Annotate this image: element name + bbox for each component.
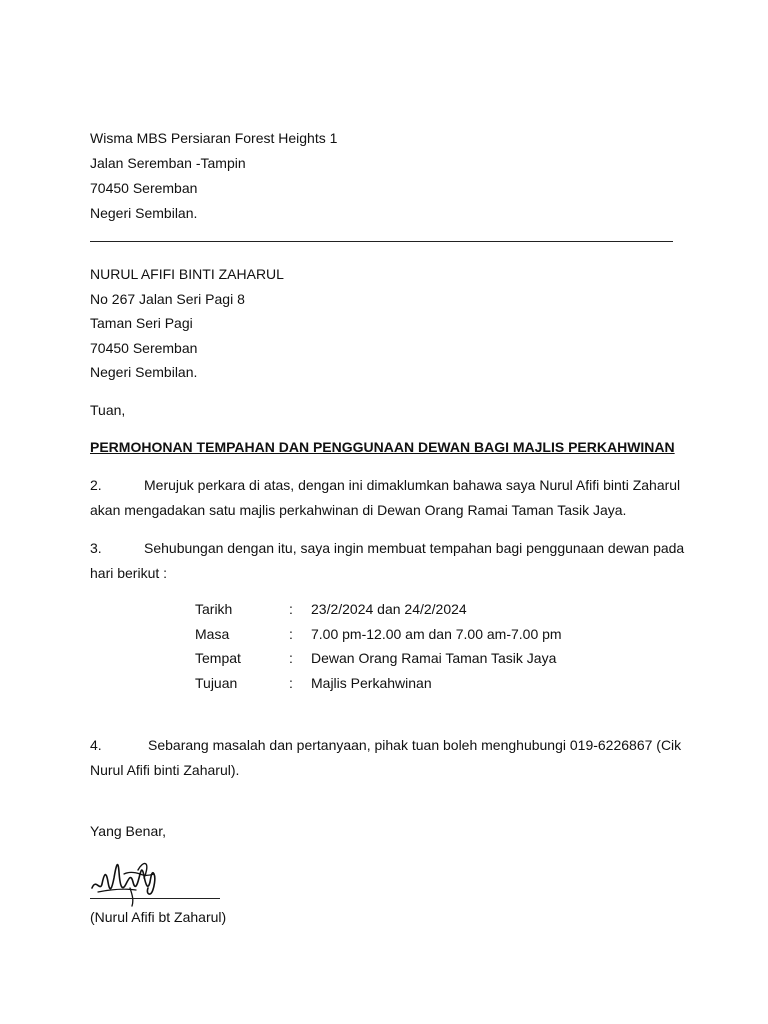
paragraph-3-first-line: Sehubungan dengan itu, saya ingin membuat tempahan bagi penggunaan dewan pada (144, 540, 685, 556)
detail-value-venue: Dewan Orang Ramai Taman Tasik Jaya (311, 650, 557, 666)
paragraph-4-first-line: Sebarang masalah dan pertanyaan, pihak tuan boleh menghubungi 019-6226867 (Cik (148, 737, 682, 753)
header-divider (90, 241, 673, 242)
signature-line (90, 898, 220, 899)
recipient-address-line-2: Taman Seri Pagi (90, 315, 193, 331)
paragraph-4-number: 4. (90, 737, 102, 753)
paragraph-2-number: 2. (90, 477, 102, 493)
detail-label-time: Masa (195, 626, 230, 642)
detail-colon: : (289, 675, 293, 691)
sender-address-line-3: 70450 Seremban (90, 180, 198, 196)
signatory-name: (Nurul Afifi bt Zaharul) (90, 909, 227, 925)
paragraph-4-continuation: Nurul Afifi binti Zaharul). (90, 762, 240, 778)
signature (88, 848, 228, 908)
sender-address-line-2: Jalan Seremban -Tampin (90, 155, 246, 171)
sender-address-line-4: Negeri Sembilan. (90, 205, 198, 221)
detail-label-purpose: Tujuan (195, 675, 238, 691)
sender-address-line-1: Wisma MBS Persiaran Forest Heights 1 (90, 130, 338, 146)
recipient-address-line-3: 70450 Seremban (90, 340, 198, 356)
detail-label-date: Tarikh (195, 601, 233, 617)
detail-colon: : (289, 650, 293, 666)
paragraph-2-continuation: akan mengadakan satu majlis perkahwinan di Dewan Orang Ramai Taman Tasik Jaya. (90, 502, 627, 518)
detail-colon: : (289, 626, 293, 642)
signature-icon (88, 848, 228, 908)
closing: Yang Benar, (90, 823, 167, 839)
detail-value-purpose: Majlis Perkahwinan (311, 675, 432, 691)
recipient-address-line-1: No 267 Jalan Seri Pagi 8 (90, 291, 245, 307)
paragraph-2-first-line: Merujuk perkara di atas, dengan ini dimaklumkan bahawa saya Nurul Afifi binti Zaharul (144, 477, 681, 493)
salutation: Tuan, (90, 402, 126, 418)
paragraph-3-continuation: hari berikut : (90, 565, 168, 581)
detail-value-date: 23/2/2024 dan 24/2/2024 (311, 601, 467, 617)
detail-label-venue: Tempat (195, 650, 241, 666)
subject-heading: PERMOHONAN TEMPAHAN DAN PENGGUNAAN DEWAN BAGI MAJLIS PERKAHWINAN (90, 439, 675, 455)
detail-colon: : (289, 601, 293, 617)
recipient-name: NURUL AFIFI BINTI ZAHARUL (90, 266, 284, 282)
recipient-address-line-4: Negeri Sembilan. (90, 364, 198, 380)
paragraph-3-number: 3. (90, 540, 102, 556)
detail-value-time: 7.00 pm-12.00 am dan 7.00 am-7.00 pm (311, 626, 562, 642)
